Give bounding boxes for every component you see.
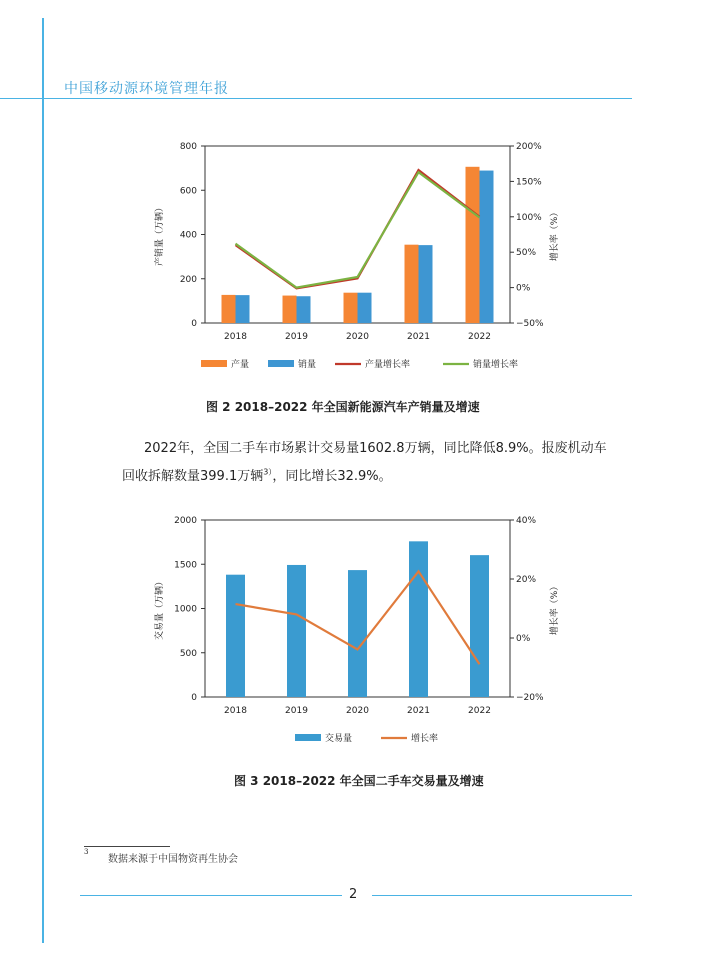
fig2-legend-label: 产量增长率	[365, 360, 411, 370]
fig2-left-tick-label: 0	[191, 319, 197, 329]
fig2-left-tick-label: 200	[179, 274, 197, 285]
footnote-rule	[84, 846, 170, 847]
footer-rule-left	[80, 895, 342, 896]
fig3-left-tick-label: 1500	[174, 560, 197, 571]
paragraph-text-b: ，同比增长32.9%。	[272, 469, 392, 484]
fig2-right-axis-title: 增长率（%）	[550, 207, 560, 262]
fig3-x-tick-label: 2019	[285, 706, 308, 716]
fig3-right-tick-label: −20%	[516, 693, 544, 703]
fig2-right-tick-label: 100%	[516, 212, 542, 223]
fig3-x-tick-label: 2020	[346, 706, 369, 716]
fig3-right-tick-label: 0%	[516, 634, 531, 644]
fig2-right-tick-label: 50%	[516, 248, 537, 259]
fig3-x-tick-label: 2021	[407, 706, 430, 716]
fig3-x-tick-label: 2018	[224, 706, 247, 716]
fig3-legend-label: 交易量	[325, 734, 353, 744]
fig2-left-tick-label: 400	[179, 230, 197, 241]
fig3-bar-交易量	[287, 565, 306, 697]
report-title: 中国移动源环境管理年报	[64, 81, 229, 97]
figure-3-caption: 图 3 2018–2022 年全国二手车交易量及增速	[234, 774, 484, 788]
fig2-left-tick-label: 600	[179, 186, 197, 197]
fig2-legend-label: 产量	[231, 360, 250, 370]
fig3-left-tick-label: 2000	[174, 516, 197, 526]
fig2-x-tick-label: 2021	[407, 332, 430, 342]
fig2-left-axis-title: 产销量（万辆）	[155, 202, 165, 267]
fig3-bar-交易量	[409, 541, 428, 697]
fig3-left-tick-label: 1000	[174, 604, 197, 615]
fig2-legend-label: 销量	[298, 360, 317, 370]
fig3-x-tick-label: 2022	[468, 706, 491, 716]
fig2-x-tick-label: 2020	[346, 332, 369, 342]
fig3-bar-交易量	[348, 570, 367, 697]
fig2-legend-label: 销量增长率	[473, 360, 519, 370]
footnote-number: 3	[84, 848, 89, 856]
figure-2-caption: 图 2 2018–2022 年全国新能源汽车产销量及增速	[206, 400, 480, 414]
fig3-bar-交易量	[226, 575, 245, 697]
fig3-bar-交易量	[470, 555, 489, 697]
fig3-right-tick-label: 40%	[516, 516, 537, 526]
fig3-legend-label: 增长率	[411, 734, 439, 744]
fig3-left-tick-label: 500	[179, 648, 197, 659]
fig2-x-tick-label: 2018	[224, 332, 247, 342]
paragraph-text-a: 回收拆解数量399.1万辆	[122, 469, 264, 484]
footer-rule-right	[372, 895, 632, 896]
paragraph-line-1: 2022年，全国二手车市场累计交易量1602.8万辆，同比降低8.9%。报废机动车	[144, 441, 607, 456]
fig2-x-tick-label: 2022	[468, 332, 491, 342]
fig2-left-tick-label: 800	[179, 142, 197, 152]
page-number: 2	[349, 887, 358, 902]
fig3-right-axis-title: 增长率（%）	[550, 581, 560, 636]
footnote-ref: 3）	[263, 467, 273, 477]
fig2-right-tick-label: 200%	[516, 142, 542, 152]
fig3-right-tick-label: 20%	[516, 575, 537, 585]
footnote-text: 数据来源于中国物资再生协会	[108, 854, 238, 865]
fig2-right-tick-label: 0%	[516, 283, 531, 294]
fig3-left-tick-label: 0	[191, 693, 197, 703]
fig3-left-axis-title: 交易量（万辆）	[155, 576, 165, 641]
fig3-legend-swatch	[295, 734, 321, 741]
fig2-x-tick-label: 2019	[285, 332, 308, 342]
fig2-right-tick-label: −50%	[516, 319, 544, 329]
fig2-right-tick-label: 150%	[516, 177, 542, 188]
